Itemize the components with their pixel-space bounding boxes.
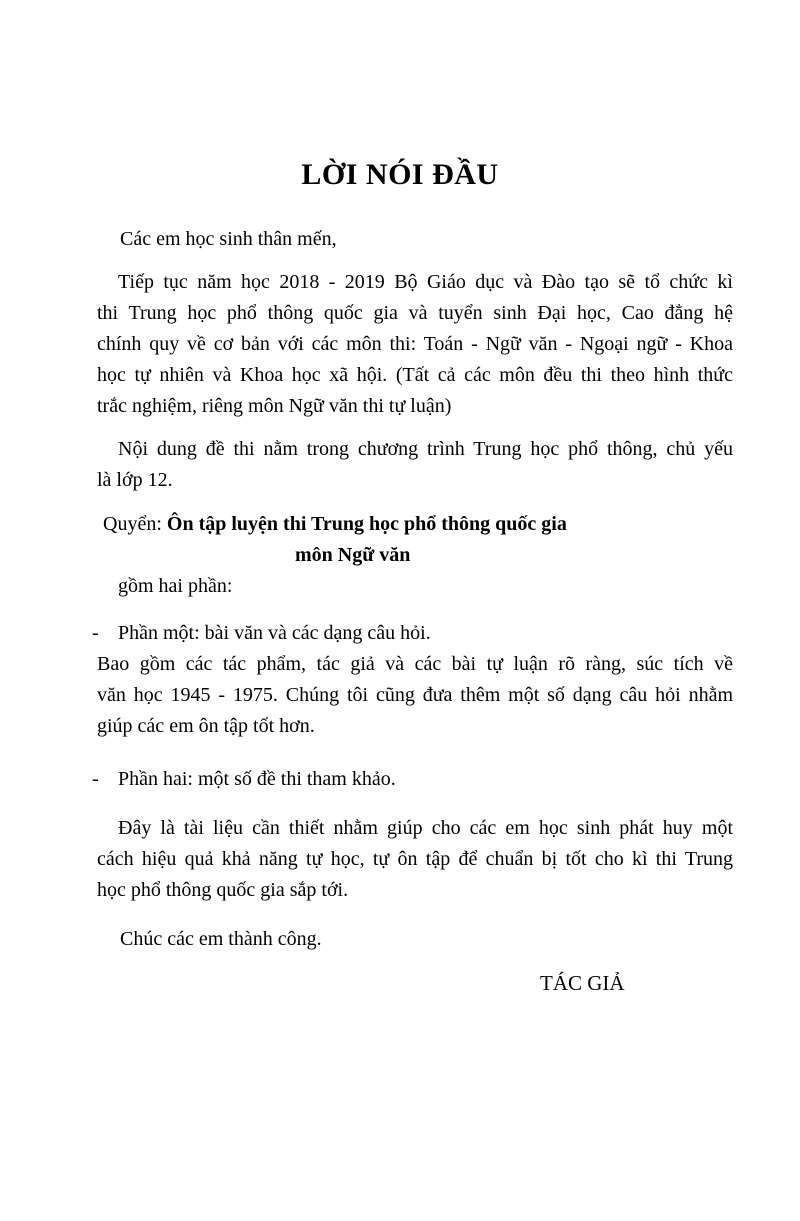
part1-desc-line: giúp các em ôn tập tốt hơn. — [97, 715, 315, 737]
book-label: Quyển: — [103, 513, 162, 535]
closing: Chúc các em thành công. — [120, 928, 322, 950]
parts-intro: gồm hai phần: — [118, 575, 233, 597]
page-title: LỜI NÓI ĐẦU — [301, 158, 499, 191]
para1-line: chính quy về cơ bản với các môn thi: Toán - Ngữ văn - Ngoại ngữ - Khoa — [97, 333, 733, 355]
part1-desc-line: văn học 1945 - 1975. Chúng tôi cũng đưa thêm một số dạng câu hỏi nhằm — [97, 684, 733, 706]
part1-heading: Phần một: bài văn và các dạng câu hỏi. — [118, 622, 431, 644]
para2-line: là lớp 12. — [97, 469, 173, 491]
book-entry — [103, 511, 567, 537]
para1-line: thi Trung học phổ thông quốc gia và tuyển sinh Đại học, Cao đẳng hệ — [97, 302, 733, 324]
para3-line: cách hiệu quả khả năng tự học, tự ôn tập để chuẩn bị tốt cho kì thi Trung — [97, 848, 733, 870]
para2-line: Nội dung đề thi nằm trong chương trình Trung học phổ thông, chủ yếu — [118, 438, 733, 460]
part1-bullet: - — [92, 622, 99, 644]
para3-line: Đây là tài liệu cần thiết nhằm giúp cho các em học sinh phát huy một — [118, 817, 733, 839]
para3-line: học phổ thông quốc gia sắp tới. — [97, 879, 349, 901]
book-title-line2: môn Ngữ văn — [295, 544, 411, 566]
part2-heading: Phần hai: một số đề thi tham khảo. — [118, 768, 396, 790]
para1-line: học tự nhiên và Khoa học xã hội. (Tất cả các môn đều thi theo hình thức — [97, 364, 733, 386]
part1-desc-line: Bao gồm các tác phẩm, tác giả và các bài tự luận rõ ràng, súc tích về — [97, 653, 733, 675]
author-signature: TÁC GIẢ — [540, 971, 625, 995]
book-title-line1: Ôn tập luyện thi Trung học phổ thông quốc gia — [166, 513, 567, 535]
para1-line: Tiếp tục năm học 2018 - 2019 Bộ Giáo dục và Đào tạo sẽ tổ chức kì — [118, 271, 733, 293]
greeting: Các em học sinh thân mến, — [120, 228, 337, 250]
para1-line: trắc nghiệm, riêng môn Ngữ văn thi tự luận) — [97, 395, 452, 417]
part2-bullet: - — [92, 768, 99, 790]
